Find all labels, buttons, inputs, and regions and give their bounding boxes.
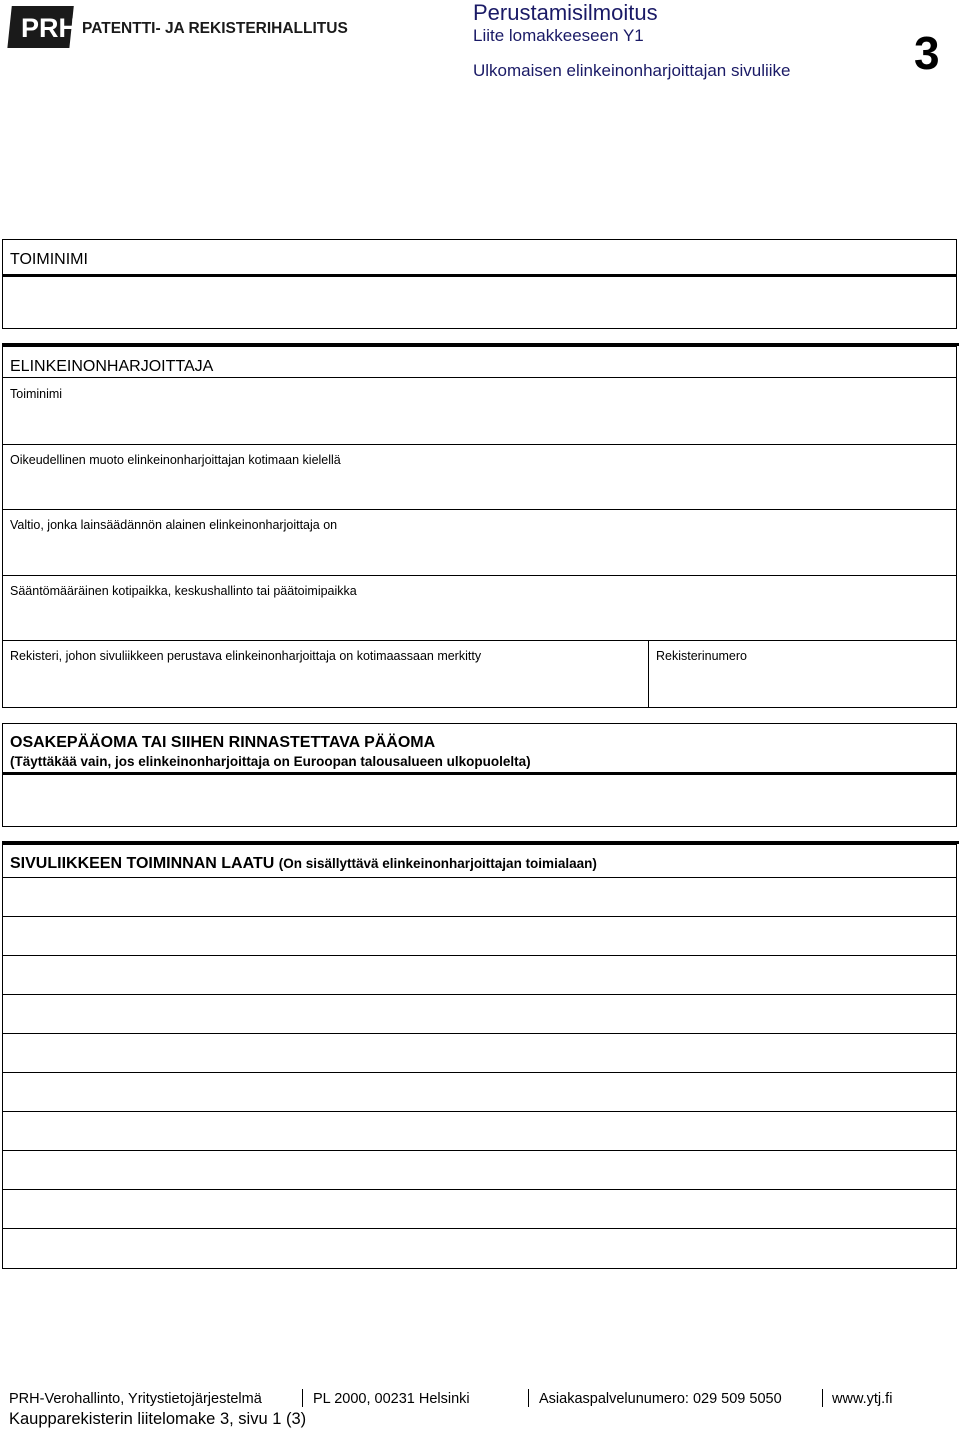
sivuliike-line[interactable] — [3, 956, 956, 994]
sivuliike-line[interactable] — [3, 1229, 956, 1268]
prh-logo — [12, 4, 348, 50]
sivuliike-line[interactable] — [3, 878, 956, 916]
osakepaaoma-title: OSAKEPÄÄOMA TAI SIIHEN RINNASTETTAVA PÄÄOMA — [10, 734, 436, 751]
form-description: Ulkomaisen elinkeinonharjoittajan sivuliike — [473, 61, 791, 80]
sivuliike-heading — [10, 854, 597, 874]
form-title: Perustamisilmoitus — [473, 0, 658, 25]
form-subtitle: Liite lomakkeeseen Y1 — [473, 26, 644, 45]
toiminimi-title: TOIMINIMI — [10, 251, 88, 268]
page-number: 3 — [914, 27, 940, 79]
footer-form-id: Kaupparekisterin liitelomake 3, sivu 1 (3) — [9, 1410, 307, 1428]
footer-separator — [822, 1389, 823, 1407]
sivuliike-title: SIVULIIKKEEN TOIMINNAN LAATU — [10, 855, 275, 872]
label-valtio: Valtio, jonka lainsäädännön alainen elinkeinonharjoittaja on — [10, 518, 338, 532]
field-oikeudellinen-muoto[interactable] — [3, 468, 956, 509]
label-kotipaikka: Sääntömääräinen kotipaikka, keskushallinto tai päätoimipaikka — [10, 584, 357, 598]
label-toiminimi: Toiminimi — [10, 387, 63, 401]
field-rekisterinumero[interactable] — [650, 664, 956, 707]
field-kotipaikka[interactable] — [3, 599, 956, 640]
sivuliike-line[interactable] — [3, 1073, 956, 1111]
osakepaaoma-input[interactable] — [3, 776, 956, 826]
logo-text: PRH — [21, 13, 79, 43]
footer-separator — [302, 1389, 303, 1407]
sivuliike-line[interactable] — [3, 917, 956, 955]
osakepaaoma-note: (Täyttäkää vain, jos elinkeinonharjoittaja on Euroopan talousalueen ulkopuolelta) — [10, 754, 531, 769]
footer-address: PL 2000, 00231 Helsinki — [313, 1391, 470, 1407]
label-rekisterinumero: Rekisterinumero — [656, 649, 748, 663]
sivuliike-line[interactable] — [3, 1034, 956, 1072]
field-valtio[interactable] — [3, 533, 956, 575]
footer-separator — [528, 1389, 529, 1407]
label-oikeudellinen-muoto: Oikeudellinen muoto elinkeinonharjoittajan kotimaan kielellä — [10, 453, 341, 467]
footer-phone: Asiakaspalvelunumero: 029 509 5050 — [539, 1391, 782, 1407]
footer-web-link[interactable]: www.ytj.fi — [832, 1391, 893, 1407]
org-name: PATENTTI- JA REKISTERIHALLITUS — [82, 20, 348, 37]
footer-org: PRH-Verohallinto, Yritystietojärjestelmä — [9, 1391, 262, 1407]
sivuliike-line[interactable] — [3, 1151, 956, 1189]
elinkeinonharjoittaja-title: ELINKEINONHARJOITTAJA — [10, 358, 214, 375]
field-rekisteri[interactable] — [3, 664, 647, 707]
label-rekisteri: Rekisteri, johon sivuliikkeen perustava elinkeinonharjoittaja on kotimaassaan merkitty — [10, 649, 482, 663]
sivuliike-line[interactable] — [3, 1112, 956, 1150]
sivuliike-note: (On sisällyttävä elinkeinonharjoittajan toimialaan) — [278, 856, 597, 871]
sivuliike-line[interactable] — [3, 995, 956, 1033]
sivuliike-line[interactable] — [3, 1190, 956, 1228]
field-toiminimi[interactable] — [3, 402, 956, 444]
toiminimi-input[interactable] — [3, 278, 956, 328]
